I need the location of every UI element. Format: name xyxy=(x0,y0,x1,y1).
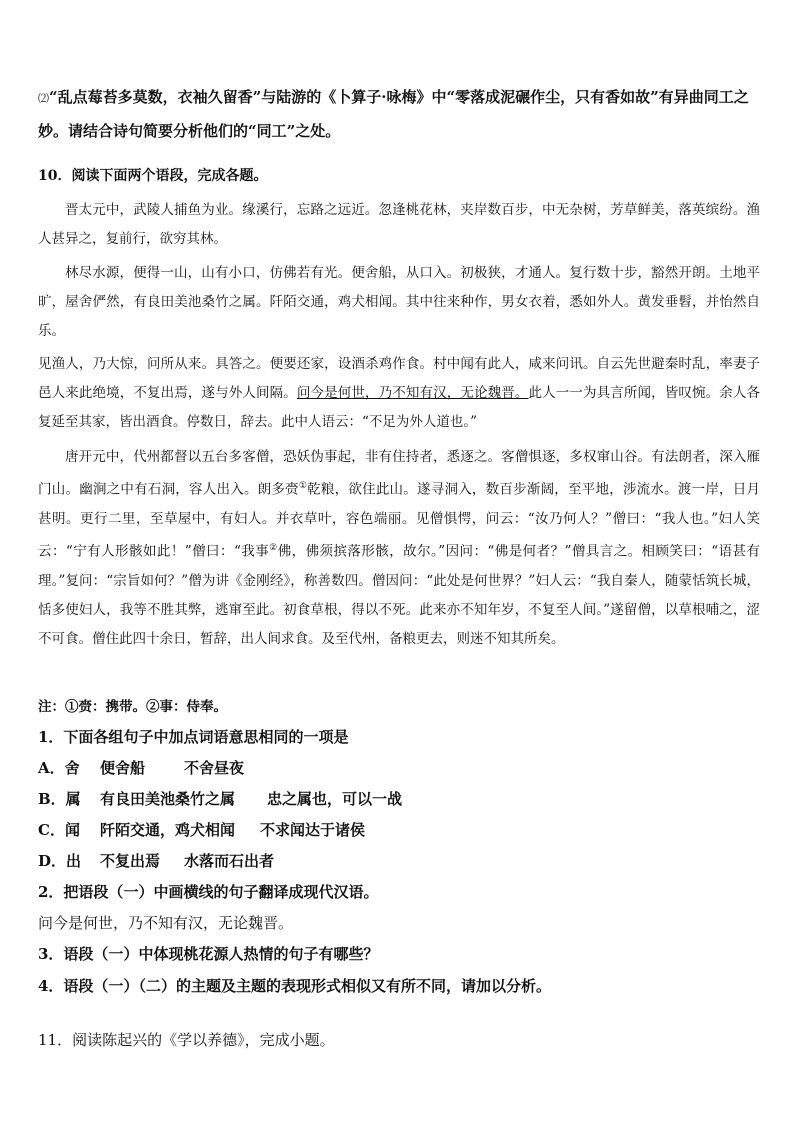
question-11-heading: 11．阅读陈起兴的《学以养德》，完成小题。 xyxy=(38,1031,335,1049)
option-sentence-1: 阡陌交通，鸡犬相闻 xyxy=(100,821,236,839)
option-d xyxy=(38,850,760,871)
question-10-heading: 10．阅读下面两个语段，完成各题。 xyxy=(38,168,268,184)
sub-question-2-sentence: 问今是何世，乃不知有汉，无论魏晋。 xyxy=(38,914,294,932)
paragraph-text: 此人一一为具言所闻，皆叹惋。余人各复延至其家，皆出酒食。停数日，辞去。此中人语云：“不足为外人道也。” xyxy=(38,385,760,431)
option-sentence-1: 有良田美池桑竹之属 xyxy=(100,790,236,808)
option-sentence-2: 水落而石出者 xyxy=(184,852,275,870)
paragraph-text: 见渔人，乃大惊，问所从来。具答之。便要还家，设酒杀鸡作食。村中闻有此人，咸来问讯。自云先世避秦时乱，率妻子邑人来此绝境，不复出焉，遂与外人间隔。 xyxy=(38,356,760,402)
sub-question-4-stem: 4．语段（一）（二）的主题及主题的表现形式相似又有所不同，请加以分析。 xyxy=(38,977,551,995)
option-b xyxy=(38,788,760,809)
question-9-part-2 xyxy=(38,81,760,148)
paragraph-text: 乾粮，欲住此山。遂寻洞入，数百步渐阔，至平地，涉流水。渡一岸，日月甚明。更行二里，至草屋中，有妇人。并衣草叶，容色端丽。见僧惧愕，问云：“汝乃何人？”僧曰：“我人也。”妇人笑云：“宁有人形骸如此！”僧曰：“我事 xyxy=(38,481,761,560)
passage-1-paragraph-2: 林尽水源，便得一山，山有小口，仿佛若有光。便舍船，从口入。初极狭，才通人。复行数十步，豁然开朗。土地平旷，屋舍俨然，有良田美池桑竹之属。阡陌交通，鸡犬相闻。其中往来种作，男女衣着，悉如外人。黄发垂髫，并怡然自乐。 xyxy=(38,265,760,340)
option-sentence-1: 不复出焉 xyxy=(100,852,161,870)
option-label: B．属 xyxy=(38,790,81,808)
footnote: 注：①赍：携带。②事：侍奉。 xyxy=(38,699,227,715)
underlined-sentence: 问今是何世，乃不知有汉，无论魏晋。 xyxy=(296,385,529,402)
passage-2-paragraph xyxy=(38,443,760,654)
sub-question-2-stem: 2．把语段（一）中画横线的句子翻译成现代汉语。 xyxy=(38,883,379,901)
option-a xyxy=(38,757,760,778)
option-label: A．舍 xyxy=(38,759,80,777)
option-label: C．闻 xyxy=(38,821,80,839)
paragraph-text: 唐开元中，代州都督以五台多客僧，恐妖伪事起，非有住持者，悉逐之。客僧惧逐，多权窜山谷。有法朗者，深入雁门山。幽涧之中有石洞，容人出入。朗多赍 xyxy=(38,449,760,498)
option-sentence-1: 便舍船 xyxy=(100,759,146,777)
option-label: D．出 xyxy=(38,852,82,870)
sub-question-1-stem: 1．下面各组句子中加点词语意思相同的一项是 xyxy=(38,728,349,746)
footnote-marker: ② xyxy=(269,543,278,554)
paragraph-text: 佛，佛须摈落形骸，故尔。”因问：“佛是何者？”僧具言之。相顾笑曰：“语甚有理。”复问：“宗旨如何？”僧为讲《金刚经》，称善数四。僧因问：“此处是何世界？”妇人云：“我自秦人，随蒙恬筑长城，恬多使妇人，我等不胜其弊，逃窜至此。初食草根，得以不死。此来亦不知年岁，不复至人间。”遂留僧，以草根哺之，涩不可食。僧住此四十余日，暂辞，出人间求食。及至代州，备粮更去，则迷不知其所矣。 xyxy=(38,543,760,648)
sub-question-number: ⑵ xyxy=(38,92,49,105)
option-sentence-2: 不舍昼夜 xyxy=(184,759,245,777)
option-c xyxy=(38,819,760,840)
footnote-marker: ① xyxy=(298,481,308,492)
option-sentence-2: 忠之属也，可以一战 xyxy=(267,790,403,808)
sub-question-3-stem: 3．语段（一）中体现桃花源人热情的句子有哪些？ xyxy=(38,945,379,963)
question-text: “乱点莓苔多莫数，衣袖久留香”与陆游的《卜算子·咏梅》中“零落成泥碾作尘，只有香如故”有异曲同工之妙。请结合诗句简要分析他们的“同工”之处。 xyxy=(38,88,749,140)
passage-1-paragraph-1: 晋太元中，武陵人捕鱼为业。缘溪行，忘路之远近。忽逢桃花林，夹岸数百步，中无杂树，芳草鲜美，落英缤纷。渔人甚异之，复前行，欲穷其林。 xyxy=(38,202,760,248)
passage-1-paragraph-3 xyxy=(38,350,760,438)
option-sentence-2: 不求闻达于诸侯 xyxy=(260,821,366,839)
